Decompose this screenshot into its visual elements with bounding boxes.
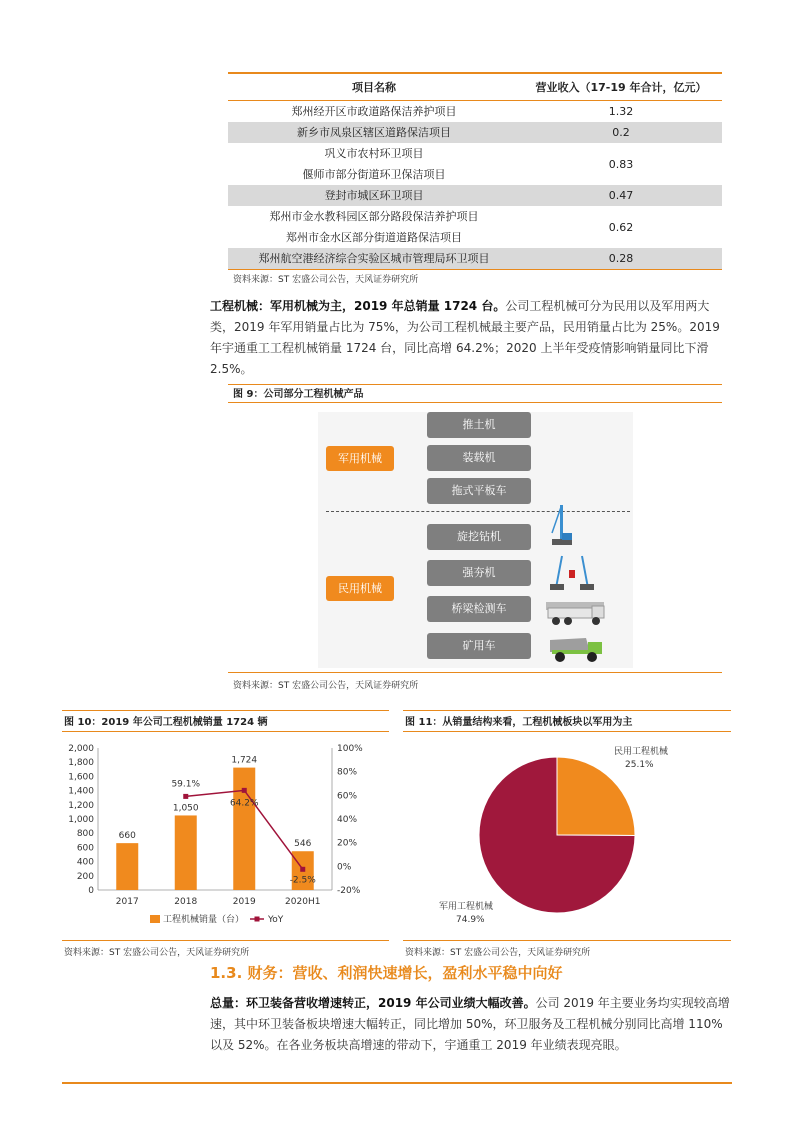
revenue-value: 0.47 (608, 189, 634, 202)
y-tick-label: 800 (76, 829, 94, 840)
project-name: 郑州市金水区部分街道道路保洁项目 (286, 231, 462, 244)
y-tick-label: 1,800 (68, 758, 94, 769)
project-name: 郑州市金水教科园区部分路段保洁养护项目 (269, 210, 479, 223)
yoy-point (242, 788, 247, 793)
y-tick-label: 2,000 (68, 744, 94, 754)
paragraph-machinery-body: 公司工程机械可分为民用以及军用两大类，2019 年军用销量占比为 75%，为公司工程机械最主要产品，民用销量占比为 25%。2019 年宇通重工工程机械销量 1724 台，同比高增 64.2%；2020 上半年受疫情影响销量同比下滑 2.5%。 (210, 299, 720, 376)
fig10-top-rule (62, 710, 389, 711)
pie-label-military: 军用工程机械 (439, 902, 494, 912)
product-military: 拖式平板车 (427, 478, 531, 504)
revenue-value: 0.62 (608, 220, 634, 234)
project-name: 郑州航空港经济综合实验区城市管理局环卫项目 (258, 252, 490, 265)
revenue-value: 0.28 (520, 248, 722, 270)
yoy-label: -2.5% (289, 875, 316, 886)
x-tick-label: 2019 (232, 897, 256, 907)
x-tick-label: 2020H1 (285, 897, 321, 907)
legend-label-bars: 工程机械销量（台） (163, 915, 245, 925)
project-name: 偃师市部分街道环卫保洁项目 (302, 168, 446, 181)
table-header-revenue: 营业收入（17-19 年合计，亿元） (520, 73, 722, 101)
y2-tick-label: 40% (337, 815, 358, 825)
legend-marker-line (255, 917, 260, 922)
product-military: 推土机 (427, 412, 531, 438)
yoy-point (183, 794, 188, 799)
y-tick-label: 400 (76, 857, 94, 868)
yoy-label: 64.2% (229, 798, 259, 809)
x-tick-label: 2018 (174, 897, 198, 907)
yoy-point (300, 867, 305, 872)
fig11-title-rule (403, 731, 731, 732)
revenue-value: 0.2 (612, 126, 630, 139)
table-row (228, 101, 722, 123)
dynamic-compactor-image (548, 552, 596, 592)
fig11-title: 图 11：从销量结构来看，工程机械板块以军用为主 (405, 717, 633, 728)
fig9-title: 图 9：公司部分工程机械产品 (233, 389, 364, 400)
x-tick-label: 2017 (115, 897, 139, 907)
group-divider (326, 511, 630, 512)
table-source: 资料来源：ST 宏盛公司公告，天风证券研究所 (233, 275, 419, 285)
y-tick-label: 0 (88, 886, 94, 896)
revenue-table (228, 72, 722, 270)
table-row (228, 248, 722, 270)
y-tick-label: 1,600 (68, 772, 94, 783)
pie-pct-military: 74.9% (456, 915, 485, 925)
fig10-bottom-rule (62, 940, 389, 941)
project-name: 新乡市凤泉区辖区道路保洁项目 (297, 126, 451, 139)
revenue-value: 1.32 (608, 105, 634, 118)
product-civil: 强夯机 (427, 560, 531, 586)
table-header-name: 项目名称 (228, 73, 520, 101)
bar (175, 815, 197, 890)
product-civil: 桥梁检测车 (427, 596, 531, 622)
table-row (228, 185, 722, 206)
bar (116, 843, 138, 890)
footer-rule (62, 1082, 732, 1084)
civil-group-label: 民用机械 (326, 576, 394, 601)
project-name: 登封市城区环卫项目 (324, 189, 424, 202)
product-civil: 旋挖钻机 (427, 524, 531, 550)
sales-mix-pie (403, 736, 731, 936)
fig10-title-rule (62, 731, 389, 732)
y2-tick-label: -20% (337, 886, 361, 896)
project-name: 郑州经开区市政道路保洁养护项目 (291, 105, 457, 118)
revenue-value: 0.83 (608, 157, 634, 171)
y-tick-label: 1,200 (68, 800, 94, 811)
fig10-title: 图 10：2019 年公司工程机械销量 1724 辆 (64, 717, 268, 728)
project-name-cell (228, 248, 520, 270)
project-name-cell (228, 122, 520, 143)
y2-tick-label: 100% (337, 744, 363, 754)
legend-label-line: YoY (268, 915, 284, 925)
fig9-source: 资料来源：ST 宏盛公司公告，天风证券研究所 (233, 681, 419, 691)
project-name-cell (228, 143, 520, 185)
fig11-top-rule (403, 710, 731, 711)
fig9-title-rule (228, 402, 722, 403)
y2-tick-label: 0% (337, 862, 352, 873)
pie-slice (557, 757, 635, 835)
rotary-drill-image (548, 503, 576, 549)
paragraph-machinery-lead: 工程机械：军用机械为主，2019 年总销量 1724 台。 (210, 299, 506, 313)
mining-truck-image (546, 632, 606, 664)
table-row (228, 122, 722, 143)
section-heading: 1.3. 财务：营收、利润快速增长，盈利水平稳中向好 (210, 964, 563, 982)
project-name: 巩义市农村环卫项目 (324, 147, 424, 160)
y-tick-label: 200 (76, 871, 94, 882)
y2-tick-label: 20% (337, 838, 358, 849)
fig11-bottom-rule (403, 940, 731, 941)
y-tick-label: 1,000 (68, 815, 94, 825)
table-row (228, 143, 722, 185)
fig10-source: 资料来源：ST 宏盛公司公告，天风证券研究所 (64, 948, 250, 958)
bar (233, 768, 255, 890)
pie-pct-civil: 25.1% (625, 760, 654, 770)
sales-chart (62, 736, 389, 936)
fig9-bottom-rule (228, 672, 722, 673)
product-civil: 矿用车 (427, 633, 531, 659)
bar-value-label: 1,724 (231, 755, 258, 766)
table-header-row (228, 73, 722, 101)
paragraph-finance (210, 993, 730, 1056)
bar-value-label: 660 (118, 831, 136, 842)
military-group-label: 军用机械 (326, 446, 394, 471)
y2-tick-label: 80% (337, 767, 358, 778)
pie-label-civil: 民用工程机械 (614, 747, 669, 757)
bar-value-label: 1,050 (172, 803, 199, 814)
yoy-label: 59.1% (171, 779, 201, 790)
y-tick-label: 600 (76, 843, 94, 854)
project-name-cell (228, 101, 520, 123)
y-tick-label: 1,400 (68, 786, 94, 797)
fig11-source: 资料来源：ST 宏盛公司公告，天风证券研究所 (405, 948, 591, 958)
paragraph-machinery (210, 296, 730, 380)
table-row (228, 206, 722, 248)
legend-swatch-bars (150, 915, 160, 923)
bar-value-label: 546 (294, 839, 312, 850)
bridge-inspection-truck-image (544, 594, 608, 628)
paragraph-finance-lead: 总量：环卫装备营收增速转正，2019 年公司业绩大幅改善。 (210, 996, 536, 1010)
paragraph-finance-body: 公司 2019 年主要业务均实现较高增速，其中环卫装备板块增速大幅转正，同比增加 50%，环卫服务及工程机械分别同比高增 110%以及 52%。在各业务板块高增速的带动下，宇通重工 2019 年业绩表现亮眼。 (210, 996, 730, 1052)
product-military: 装载机 (427, 445, 531, 471)
project-name-cell (228, 206, 520, 248)
y2-tick-label: 60% (337, 791, 358, 802)
project-name-cell (228, 185, 520, 206)
